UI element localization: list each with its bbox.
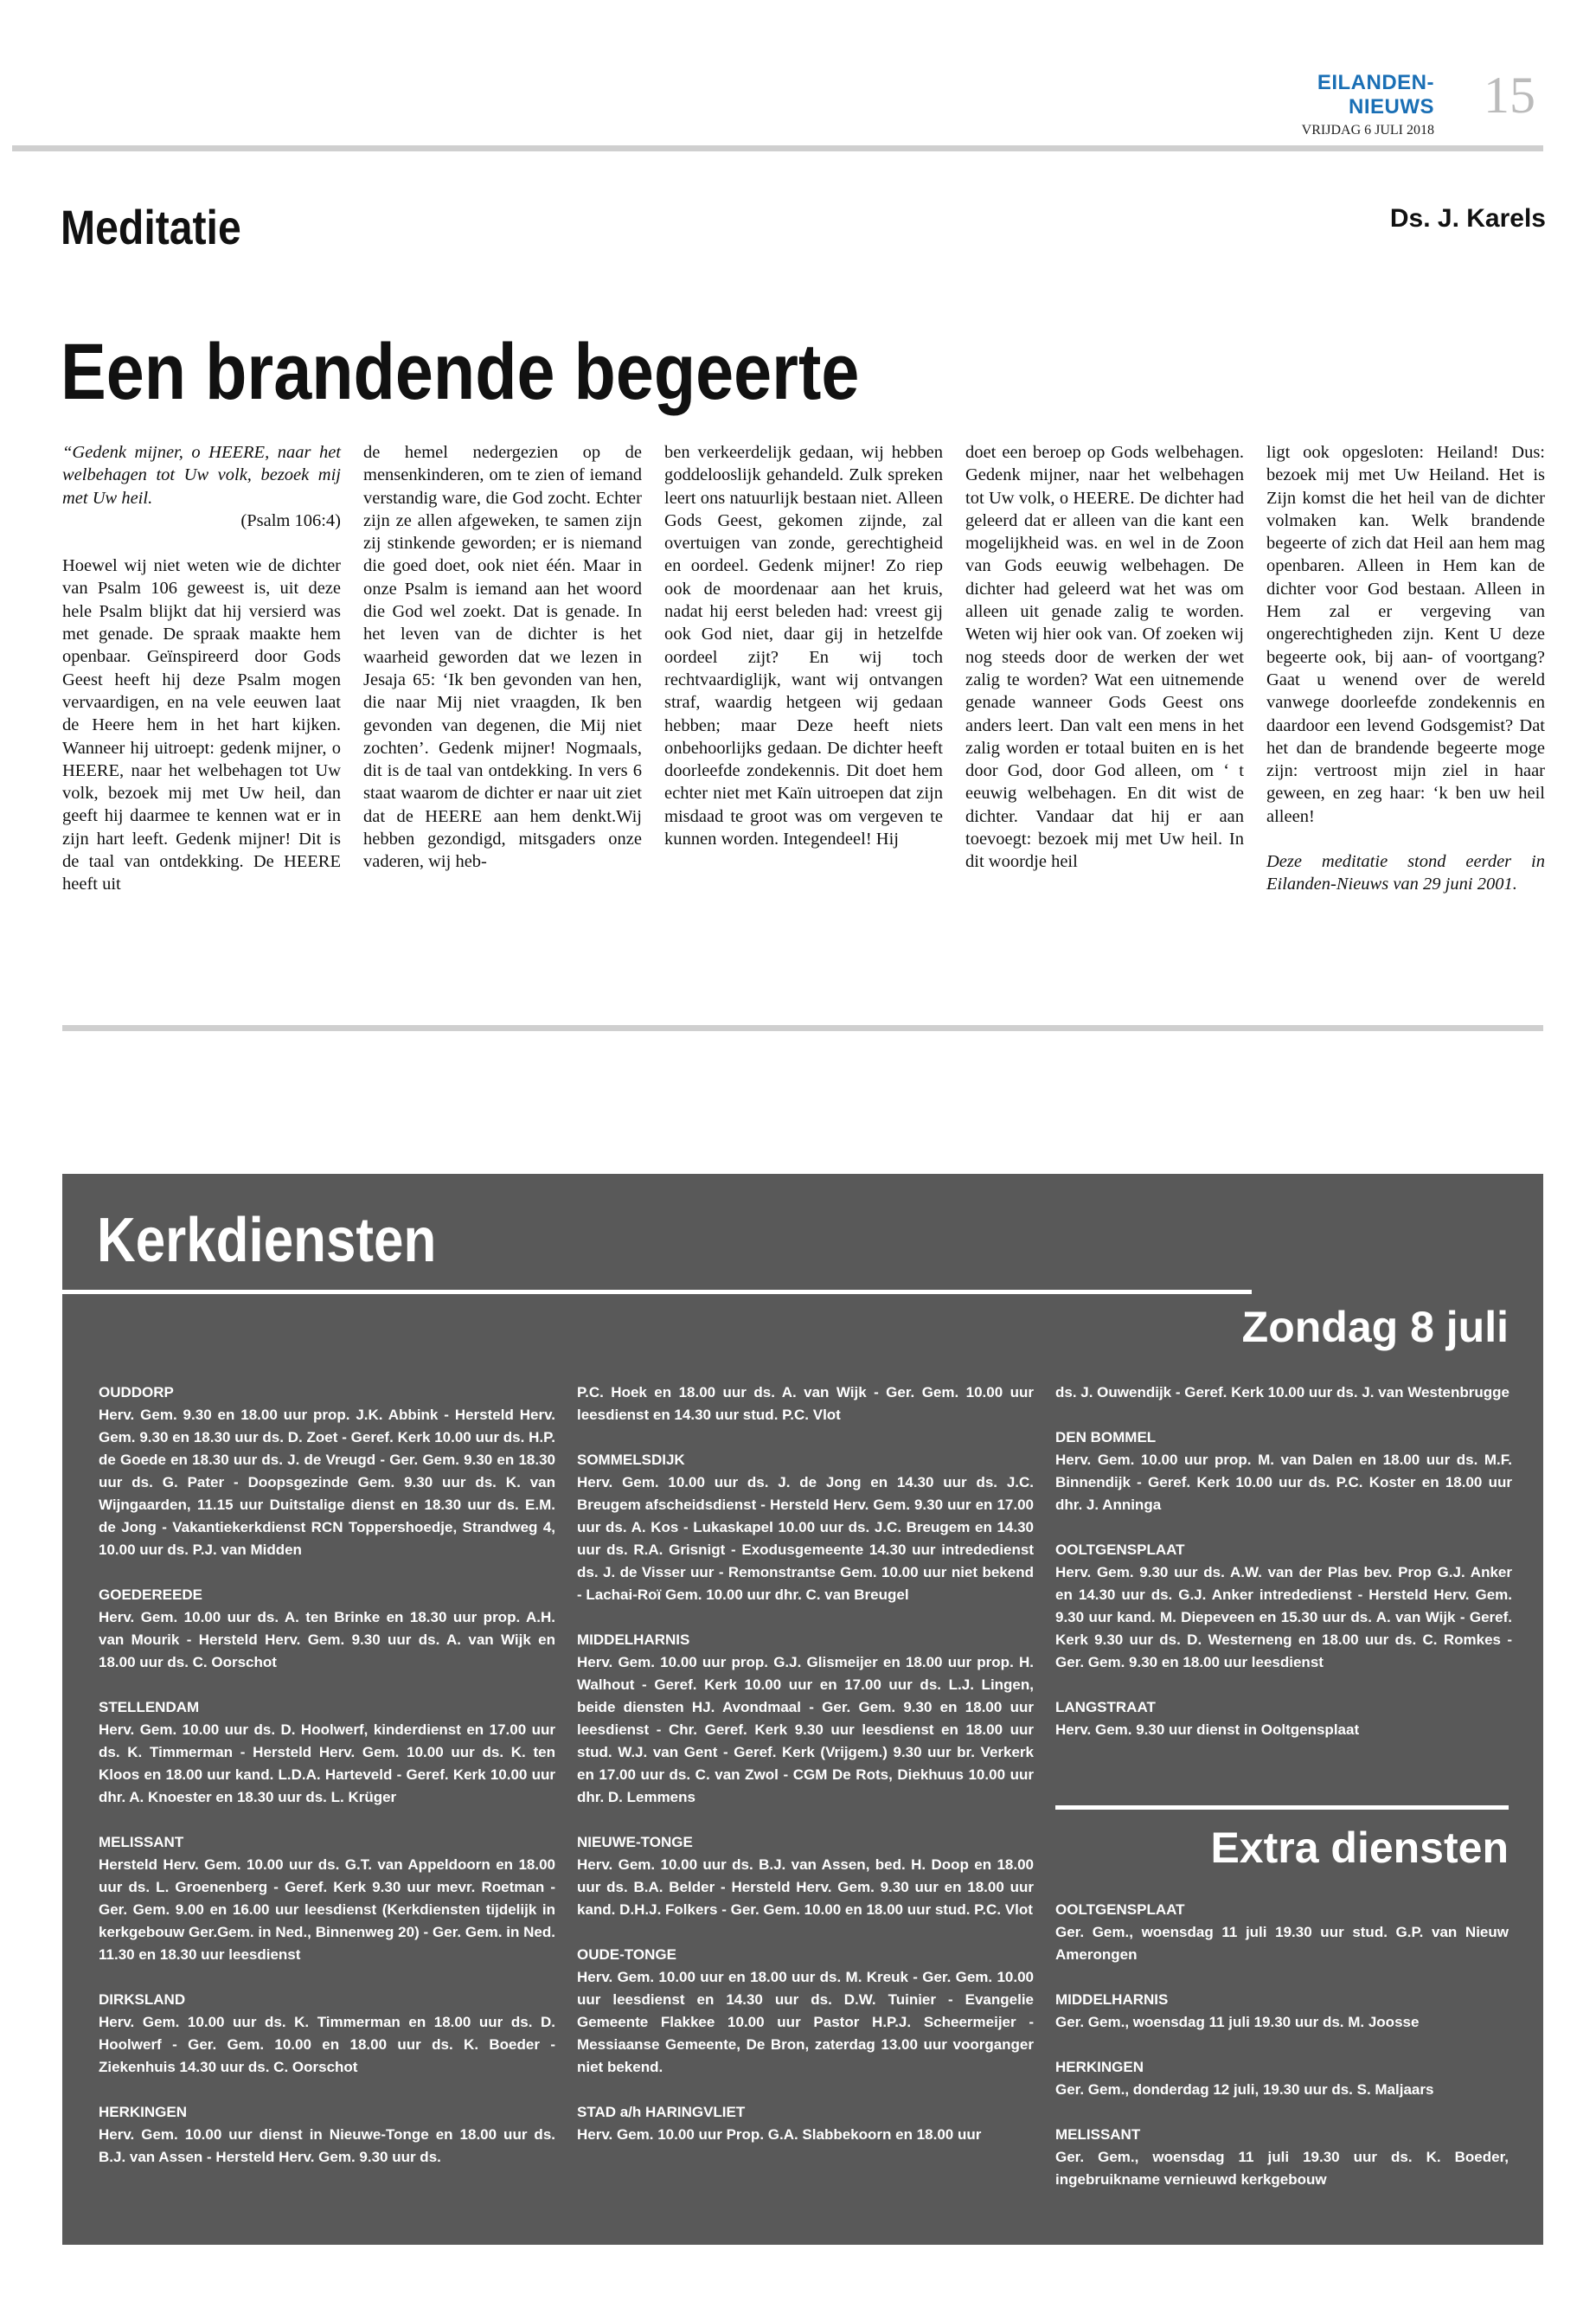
- place-name: OUDDORP: [99, 1384, 174, 1400]
- service-entry: [1055, 2124, 1509, 2191]
- quote-source: (Psalm 106:4): [240, 510, 341, 530]
- service-details: Herv. Gem. 10.00 uur prop. G.J. Glismeijer en 18.00 uur prop. H. Walhout - Geref. Kerk 10.00 uur en 17.00 uur ds. L.J. Lingen, beide diensten HJ. Avondmaal - Ger. Gem. 9.30 en 18.00 uur leesdienst - Chr. Geref. Kerk 9.30 uur leesdienst en 18.00 uur stud. W.J. van Gent - Geref. Kerk (Vrijgem.) 9.30 uur br. Verkerk en 17.00 uur ds. C. van Zwol - CGM De Rots, Diekhuus 10.00 uur dhr. D. Lemmens: [577, 1654, 1034, 1805]
- service-details: Herv. Gem. 10.00 uur ds. B.J. van Assen, bed. H. Doop en 18.00 uur ds. B.A. Belder - Hersteld Herv. Gem. 9.30 uur en 18.00 uur kand. D.H.J. Folkers - Ger. Gem. 10.00 en 18.00 uur stud. P.C. Vlot: [577, 1856, 1034, 1918]
- services-column-3: [1055, 1381, 1512, 1764]
- services-column-2: [577, 1381, 1034, 2169]
- article-text: ben verkeerdelijk gedaan, wij hebben goddelooslijk gehandeld. Zulk spreken leert ons natuurlijk bestaan niet. Alleen Gods Geest, gekomen zijnde, zal overtuigen van zonde, gerechtigheid en oordeel. Gedenk mijner! Zo riep ook de moordenaar aan het kruis, nadat hij eerst beleden had: vreest gij ook God niet, daar gij in hetzelfde oordeel zijt? En wij toch rechtvaardiglijk, want wij ontvangen straf, waardig hetgeen wij gedaan hebben; maar Deze heeft niets onbehoorlijks gedaan. De dichter heeft doorleefde zondekennis. Dit doet hem echter niet met Kaïn uitroepen dat zijn misdaad te groot was om vergeven te kunnen worden. Integendeel! Hij: [664, 443, 943, 849]
- author-byline: Ds. J. Karels: [1389, 204, 1546, 233]
- extra-services-title: Extra diensten: [1210, 1823, 1509, 1872]
- service-details: Herv. Gem. 10.00 uur dienst in Nieuwe-Tonge en 18.00 uur ds. B.J. van Assen - Hersteld Herv. Gem. 9.30 uur ds.: [99, 2126, 555, 2165]
- service-entry: [577, 2101, 1034, 2146]
- place-name: GOEDEREEDE: [99, 1586, 202, 1603]
- place-name: LANGSTRAAT: [1055, 1699, 1156, 1715]
- service-entry: [1055, 1381, 1512, 1404]
- closing-note: Deze meditatie stond eerder in Eilanden-Nieuws van 29 juni 2001.: [1266, 852, 1545, 894]
- service-details: Ger. Gem., woensdag 11 juli 19.30 uur ds. K. Boeder, ingebruikname vernieuwd kerkgebouw: [1055, 2149, 1509, 2188]
- service-details: Herv. Gem. 10.00 uur ds. K. Timmerman en 18.00 uur ds. D. Hoolwerf - Ger. Gem. 10.00 en 18.00 uur ds. K. Boeder - Ziekenhuis 14.30 uur ds. C. Oorschot: [99, 2014, 555, 2075]
- article-text: doet een beroep op Gods welbehagen. Gedenk mijner, naar het welbehagen tot Uw volk, o HEERE. De dichter had geleerd dat er alleen van die kant een mogelijkheid was. en wel in de Zoon van Gods eeuwig welbehagen. De dichter had geleerd wat het was om alleen uit genade zalig te worden. Weten wij hier ook van. Of zoeken wij nog steeds door de werken der wet zalig te worden? Wat een uitnemende genade wanneer Gods Geest ons anders leert. Dan valt een mens in het zalig worden er totaal buiten en is het door God, door God alleen, om ‘ t eeuwig welbehagen. En dit wist de dichter. Vandaar dat hij er aan toevoegt: bezoek mij met Uw heil. In dit woordje heil: [965, 443, 1244, 872]
- service-details: Herv. Gem. 10.00 uur en 18.00 uur ds. M. Kreuk - Ger. Gem. 10.00 uur leesdienst en 14.30 uur ds. D.W. Tuinier - Evangelie Gemeente Flakkee 10.00 uur Pastor H.P.J. Scheermeijer - Messiaanse Gemeente, De Bron, zaterdag 13.00 uur voorganger niet bekend.: [577, 1969, 1034, 2075]
- article-column-4: [965, 441, 1244, 874]
- service-entry: [1055, 1696, 1512, 1741]
- place-name: NIEUWE-TONGE: [577, 1834, 693, 1850]
- top-divider: [12, 145, 1543, 151]
- extra-divider: [1055, 1805, 1509, 1810]
- place-name: MIDDELHARNIS: [1055, 1991, 1169, 2008]
- service-details: Herv. Gem. 9.30 uur dienst in Ooltgensplaat: [1055, 1721, 1360, 1738]
- place-name: STELLENDAM: [99, 1699, 200, 1715]
- place-name: HERKINGEN: [99, 2104, 188, 2120]
- place-name: MELISSANT: [1055, 2126, 1141, 2143]
- service-entry: [1055, 1899, 1509, 1966]
- article-text: de hemel nedergezien op de mensenkinderen, om te zien of iemand verstandig ware, die God zocht. Echter zijn ze allen afgeweken, te samen zijn zij stinkende geworden; er is niemand die goed doet, ook niet één. Maar in onze Psalm is iemand aan het woord die God wel zoekt. Dat is genade. In het leven van de dichter is het waarheid geworden dat we lezen in Jesaja 65: ‘Ik ben gevonden van hen, die naar Mij niet vraagden, Ik ben gevonden van degenen, die Mij niet zochten’. Gedenk mijner! Nogmaals, dit is de taal van ontdekking. In vers 6 staat waarom de dichter er naar uit ziet dat de HEERE aan hem denkt.Wij hebben gezondigd, mitsgaders onze vaderen, wij heb-: [363, 443, 642, 872]
- article-column-5: [1266, 441, 1545, 896]
- place-name: OUDE-TONGE: [577, 1946, 676, 1963]
- service-entry: [1055, 2056, 1509, 2101]
- place-name: MELISSANT: [99, 1834, 184, 1850]
- extra-services-column: [1055, 1899, 1509, 2214]
- title-underline: [62, 1290, 1252, 1294]
- service-details: ds. J. Ouwendijk - Geref. Kerk 10.00 uur ds. J. van Westenbrugge: [1055, 1384, 1509, 1400]
- service-details: Herv. Gem. 10.00 uur ds. J. de Jong en 14.30 uur ds. J.C. Breugem afscheidsdienst - Hersteld Herv. Gem. 9.30 uur en 17.00 uur ds. A. Kos - Lukaskapel 10.00 uur ds. J.C. Breugem en 14.30 uur ds. R.A. Grisnigt - Exodusgemeente 14.30 uur intrededienst ds. J. de Visser uur - Remonstrantse Gem. 10.00 uur niet bekend - Lachai-Roï Gem. 10.00 uur dhr. C. van Breugel: [577, 1474, 1034, 1603]
- article-column-2: [363, 441, 642, 874]
- service-entry: [577, 1629, 1034, 1809]
- service-details: Herv. Gem. 10.00 uur Prop. G.A. Slabbekoorn en 18.00 uur: [577, 2126, 982, 2143]
- section-divider: [62, 1025, 1543, 1031]
- service-details: Herv. Gem. 9.30 en 18.00 uur prop. J.K. Abbink - Hersteld Herv. Gem. 9.30 en 18.30 uur ds. D. Zoet - Geref. Kerk 10.00 uur ds. H.P. de Goede en 18.30 uur ds. J. de Vreugd - Ger. Gem. 9.30 en 18.30 uur ds. G. Pater - Doopsgezinde Gem. 9.30 uur ds. K. van Wijngaarden, 11.15 uur Duitstalige dienst en 18.30 uur ds. E.M. de Jong - Vakantiekerkdienst RCN Toppershoedje, Strandweg 4, 10.00 uur ds. P.J. van Midden: [99, 1407, 555, 1558]
- place-name: OOLTGENSPLAAT: [1055, 1541, 1185, 1558]
- place-name: SOMMELSDIJK: [577, 1452, 685, 1468]
- service-entry: [99, 1584, 555, 1674]
- service-details: Ger. Gem., woensdag 11 juli 19.30 uur ds. M. Joosse: [1055, 2014, 1420, 2030]
- place-name: DIRKSLAND: [99, 1991, 186, 2008]
- masthead: [1244, 71, 1434, 138]
- article-column-1: [62, 441, 341, 896]
- church-services-title: Kerkdiensten: [97, 1206, 437, 1275]
- place-name: STAD a/h HARINGVLIET: [577, 2104, 746, 2120]
- service-details: Herv. Gem. 9.30 uur ds. A.W. van der Plas bev. Prop G.J. Anker en 14.30 uur ds. G.J. Anker intrededienst - Hersteld Herv. Gem. 9.30 uur kand. M. Diepeveen en 15.30 uur ds. A. van Wijk - Geref. Kerk 9.30 uur ds. D. Westerneng en 18.00 uur ds. C. Romkes - Ger. Gem. 9.30 en 18.00 uur leesdienst: [1055, 1564, 1512, 1670]
- service-entry: [577, 1944, 1034, 2079]
- opening-quote: “Gedenk mijner, o HEERE, naar het welbehagen tot Uw volk, bezoek mij met Uw heil.: [62, 443, 341, 508]
- service-details: Ger. Gem., woensdag 11 juli 19.30 uur stud. G.P. van Nieuw Amerongen: [1055, 1924, 1509, 1963]
- service-entry: [1055, 1426, 1512, 1516]
- service-entry: [99, 1696, 555, 1809]
- service-entry: [99, 1831, 555, 1966]
- service-day: Zondag 8 juli: [1241, 1303, 1509, 1351]
- service-entry: [1055, 1539, 1512, 1674]
- service-entry: [577, 1449, 1034, 1606]
- service-details: Herv. Gem. 10.00 uur ds. D. Hoolwerf, kinderdienst en 17.00 uur ds. K. Timmerman - Hersteld Herv. Gem. 10.00 uur ds. K. ten Kloos en 18.00 uur kand. L.D.A. Harteveld - Geref. Kerk 10.00 uur dhr. A. Knoester en 18.30 uur ds. L. Krüger: [99, 1721, 555, 1805]
- service-entry: [1055, 1989, 1509, 2034]
- place-name: DEN BOMMEL: [1055, 1429, 1157, 1445]
- service-details: P.C. Hoek en 18.00 uur ds. A. van Wijk - Ger. Gem. 10.00 uur leesdienst en 14.30 uur stud. P.C. Vlot: [577, 1384, 1034, 1423]
- place-name: HERKINGEN: [1055, 2059, 1144, 2075]
- article-column-3: [664, 441, 943, 850]
- church-services-box: [62, 1174, 1543, 2245]
- service-entry: [577, 1831, 1034, 1921]
- issue-date: VRIJDAG 6 JULI 2018: [1301, 123, 1434, 138]
- service-details: Ger. Gem., donderdag 12 juli, 19.30 uur ds. S. Maljaars: [1055, 2081, 1434, 2098]
- services-column-1: [99, 1381, 555, 2191]
- article-text: Hoewel wij niet weten wie de dichter van Psalm 106 geweest is, uit deze hele Psalm blijkt dat hij versierd was met genade. De spraak maakte hem openbaar. Geïnspireerd door Gods Geest heeft hij deze Psalm mogen vervaardigen, en na vele eeuwen laat de Heere hem in het hart kijken. Wanneer hij uitroept: gedenk mijner, o HEERE, naar het welbehagen tot Uw volk, bezoek mij met Uw heil, dan geeft hij daarmee te kennen wat er in zijn hart leeft. Gedenk mijner! Dit is de taal van ontdekking. De HEERE heeft uit: [62, 556, 341, 894]
- service-details: Herv. Gem. 10.00 uur prop. M. van Dalen en 18.00 uur ds. M.F. Binnendijk - Geref. Kerk 10.00 uur ds. P.C. Koster en 18.00 uur dhr. J. Anninga: [1055, 1452, 1512, 1513]
- service-entry: [99, 2101, 555, 2169]
- newspaper-logo: EILANDEN-NIEUWS: [1317, 71, 1434, 119]
- place-name: OOLTGENSPLAAT: [1055, 1901, 1185, 1918]
- place-name: MIDDELHARNIS: [577, 1631, 690, 1648]
- service-details: Herv. Gem. 10.00 uur ds. A. ten Brinke en 18.30 uur prop. A.H. van Mourik - Hersteld Herv. Gem. 9.30 uur ds. A. van Wijk en 18.00 uur ds. C. Oorschot: [99, 1609, 555, 1670]
- service-entry: [99, 1989, 555, 2079]
- service-entry: [99, 1381, 555, 1561]
- service-details: Hersteld Herv. Gem. 10.00 uur ds. G.T. van Appeldoorn en 18.00 uur ds. L. Groenenberg - Geref. Kerk 9.30 uur mevr. Roetman - Ger. Gem. 9.00 en 16.00 uur leesdienst (Kerkdiensten tijdelijk in kerkgebouw Ger.Gem. in Ned., Binnenweg 20) - Ger. Gem. in Ned. 11.30 en 18.30 uur leesdienst: [99, 1856, 555, 1963]
- service-entry: [577, 1381, 1034, 1426]
- section-label: Meditatie: [61, 200, 241, 254]
- page-number: 15: [1484, 67, 1535, 124]
- article-text: ligt ook opgesloten: Heiland! Dus: bezoek mij met Uw Heiland. Het is Zijn komst die het heil van de dichter volmaken kan. Welk brandende begeerte of zich dat Heil aan hem mag openbaren. Alleen in Hem kan de dichter voor God bestaan. Alleen in Hem zal er vergeving van ongerechtigheden zijn. Kent U deze begeerte ook, bij aan- of voortgang? Gaat u wenend over de wereld vanwege doorleefde zondekennis en daardoor een levend Godsgemist? Dat het dan de brandende begeerte moge zijn: vertroost mijn ziel in haar geween, en zeg haar: ‘k ben uw heil alleen!: [1266, 443, 1545, 826]
- article-headline: Een brandende begeerte: [61, 328, 860, 416]
